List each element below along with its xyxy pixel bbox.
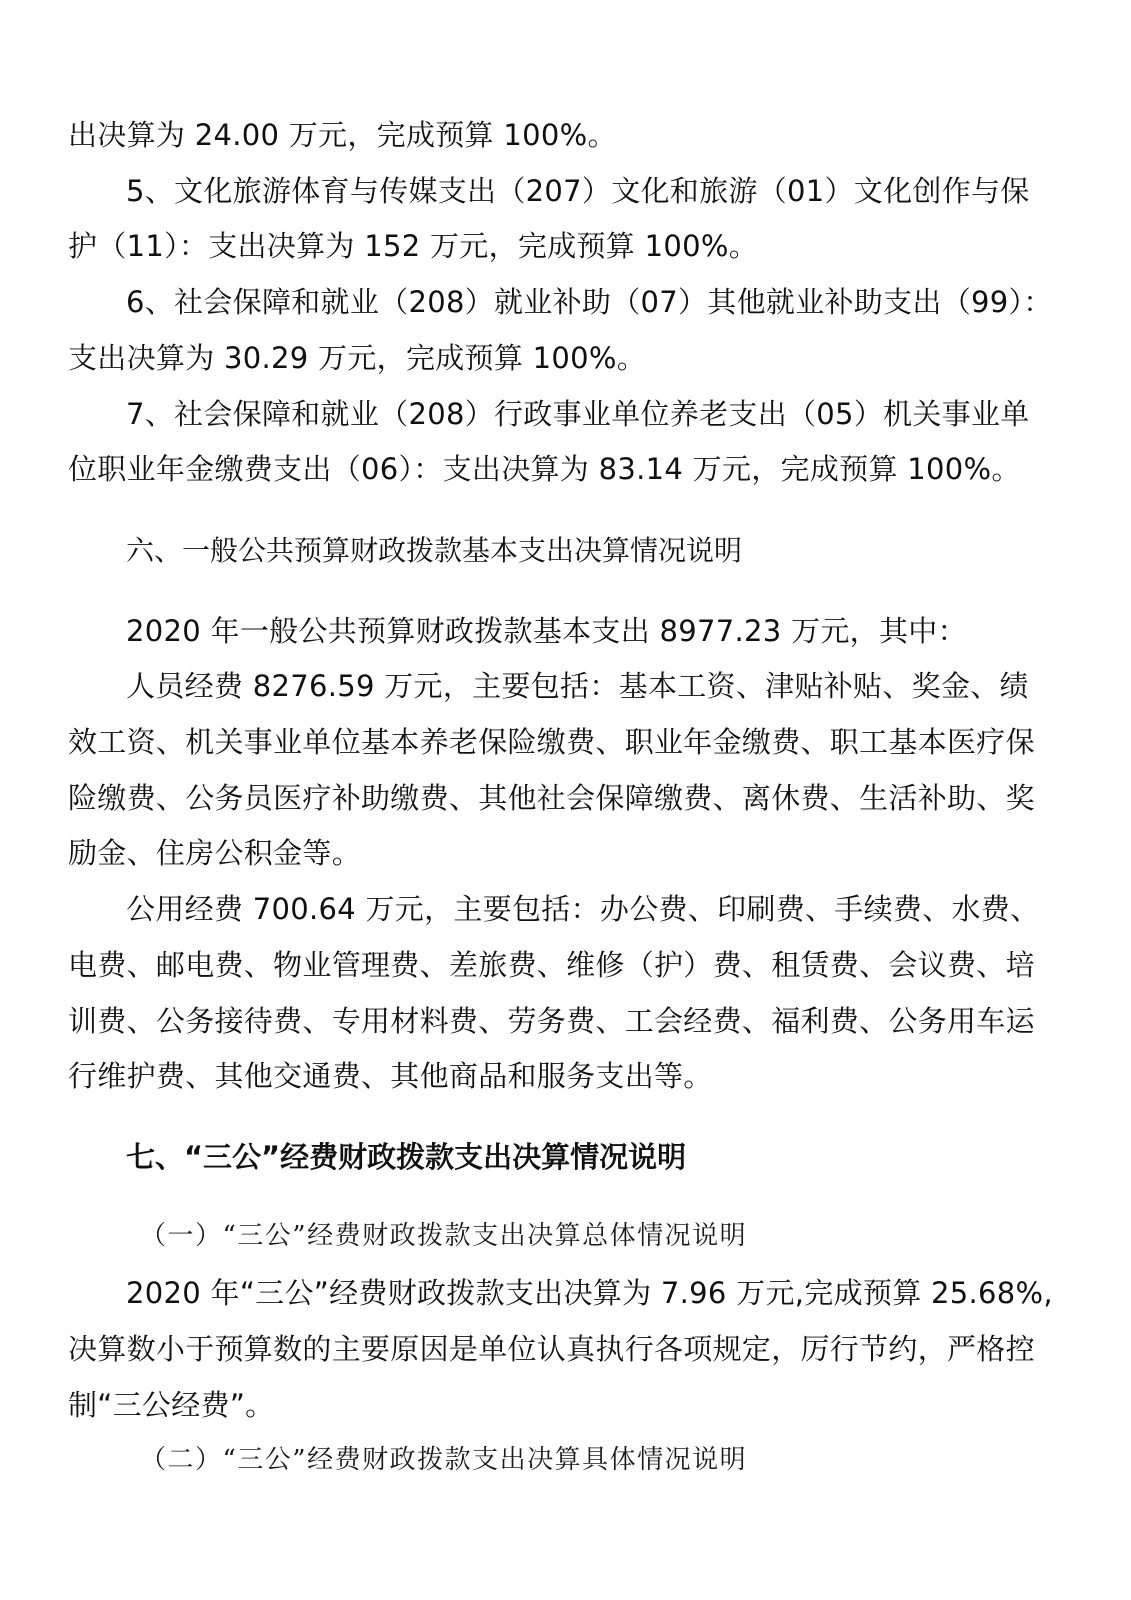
text-line: 险缴费、公务员医疗补助缴费、其他社会保障缴费、离休费、生活补助、奖 [68, 781, 1035, 815]
subsection-heading: （二）“三公”经费财政拨款支出决算具体情况说明 [140, 1445, 748, 1475]
text-line: 人员经费 8276.59 万元，主要包括：基本工资、津贴补贴、奖金、绩 [126, 669, 1029, 703]
section-heading: 六、一般公共预算财政拨款基本支出决算情况说明 [126, 534, 743, 567]
text-line: 效工资、机关事业单位基本养老保险缴费、职业年金缴费、职工基本医疗保 [68, 725, 1035, 759]
section-heading: 七、“三公”经费财政拨款支出决算情况说明 [126, 1140, 687, 1174]
text-line: 出决算为 24.00 万元，完成预算 100%。 [68, 118, 617, 152]
text-line: 护（11）：支出决算为 152 万元，完成预算 100%。 [68, 229, 759, 263]
text-line: 训费、公务接待费、专用材料费、劳务费、工会经费、福利费、公务用车运 [68, 1004, 1035, 1038]
text-line: 5、文化旅游体育与传媒支出（207）文化和旅游（01）文化创作与保 [126, 174, 1030, 208]
text-line: 公用经费 700.64 万元，主要包括：办公费、印刷费、手续费、水费、 [126, 892, 1040, 926]
text-line: 励金、住房公积金等。 [68, 836, 362, 870]
text-line: 7、社会保障和就业（208）行政事业单位养老支出（05）机关事业单 [126, 397, 1030, 431]
text-line: 支出决算为 30.29 万元，完成预算 100%。 [68, 341, 647, 375]
subsection-heading: （一）“三公”经费财政拨款支出决算总体情况说明 [140, 1221, 748, 1251]
text-line: 决算数小于预算数的主要原因是单位认真执行各项规定，厉行节约，严格控 [68, 1332, 1035, 1366]
text-line: 6、社会保障和就业（208）就业补助（07）其他就业补助支出（99）： [126, 285, 1053, 319]
text-line: 2020 年一般公共预算财政拨款基本支出 8977.23 万元，其中： [126, 614, 967, 648]
text-line: 电费、邮电费、物业管理费、差旅费、维修（护）费、租赁费、会议费、培 [68, 948, 1035, 982]
text-line: 行维护费、其他交通费、其他商品和服务支出等。 [68, 1059, 713, 1093]
text-line: 制“三公经费”。 [68, 1388, 275, 1422]
text-line: 2020 年“三公”经费财政拨款支出决算为 7.96 万元,完成预算 25.68%, [126, 1276, 1053, 1310]
text-line: 位职业年金缴费支出（06）：支出决算为 83.14 万元，完成预算 100%。 [68, 452, 1021, 486]
